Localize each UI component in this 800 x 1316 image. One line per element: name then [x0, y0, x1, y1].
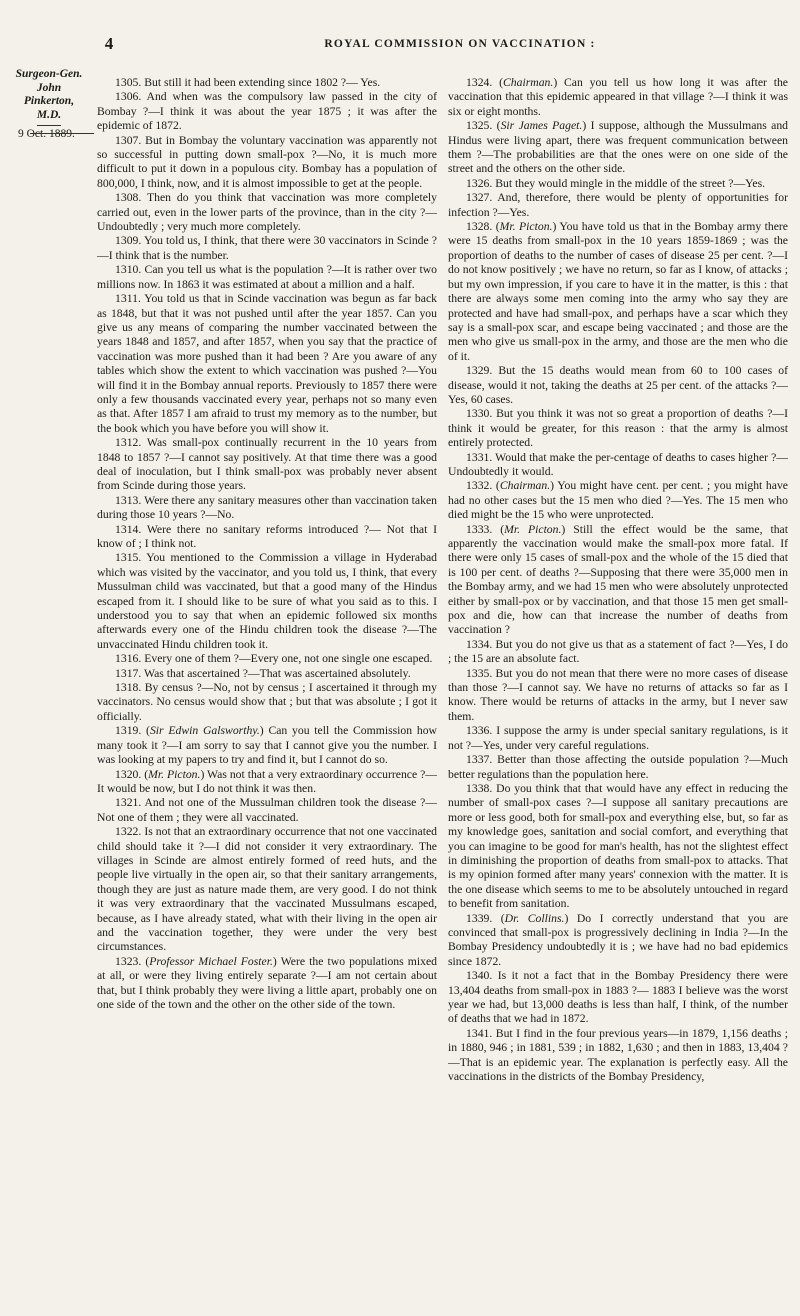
paragraph-text: 1312. Was small-pox continually recurrent in the 10 years from 1848 to 1857 ?—I cannot say positively. At that time there was a good deal of inoculation, but I think small-pox was probably never absent from Scinde during those years.: [97, 436, 437, 493]
paragraph-text: ) Can you tell us how long it was after the vaccination that this epidemic appeared in that village ?—I think it was six or eight months.: [448, 76, 788, 118]
evidence-paragraph: [97, 523, 437, 552]
evidence-paragraph: [97, 667, 437, 681]
paragraph-text: 1316. Every one of them ?—Every one, not one single one escaped.: [115, 652, 433, 666]
paragraph-text: ) Do I correctly understand that you are convinced that small-pox is progressively declining in India ?—In the Bombay Presidency undoubtedly it is ; we have had no bad epidemics since 1872.: [448, 911, 788, 968]
margin-dash: [30, 133, 94, 134]
paragraph-text: 1307. But in Bombay the voluntary vaccination was apparently not so successful in putting down small-pox ?—No, it is much more difficult to put it down in a populous city. Bombay has a population of 800,000, I think, now, and it is almost impossible to get at the people.: [97, 133, 437, 190]
speaker-name: Sir Edwin Galsworthy.: [149, 724, 260, 738]
evidence-paragraph: [97, 652, 437, 666]
paragraph-text: 1337. Better than those affecting the outside population ?—Much better regulations than the population here.: [448, 753, 788, 781]
evidence-paragraph: [97, 796, 437, 825]
evidence-paragraph: [97, 681, 437, 724]
evidence-paragraph: [448, 407, 788, 450]
evidence-paragraph: [448, 969, 788, 1027]
evidence-paragraph: [448, 667, 788, 725]
question-number: 1319. (: [115, 724, 150, 738]
speaker-name: Mr. Picton.: [148, 767, 201, 781]
evidence-paragraph: [97, 263, 437, 292]
paragraph-text: ) Still the effect would be the same, that apparently the vaccination would make the small-pox more fatal. If there were only 15 cases of small-pox and the whole of the 15 died that is 100 per cent. of deaths ?—Supposing that there were 35,000 men in the Bombay army, and we had 15 men who were absolutely unprotected either by small-pox or by vaccination, and that those 15 men get small-pox and die, how can that increase the number of deaths from vaccination ?: [448, 522, 788, 637]
evidence-paragraph: [97, 436, 437, 494]
paragraph-text: 1334. But you do not give us that as a statement of fact ?—Yes, I do ; the 15 are an absolute fact.: [448, 637, 788, 666]
paragraph-text: 1315. You mentioned to the Commission a village in Hyderabad which was visited by the vaccinator, and you told us, I think, that every Mussulman child was vaccinated, but that a good many of the Hindus escaped from it. I should like to be sure of what you said as to this. I understood you to say that when an epidemic followed six months afterwards every one of the Hindu children took the disease ?—The unvaccinated Hindu children took it.: [97, 551, 437, 651]
question-number: 1339. (: [466, 911, 505, 925]
evidence-paragraph: [97, 234, 437, 263]
evidence-paragraph: [97, 724, 437, 767]
paragraph-text: 1331. Would that make the per-centage of deaths to cases higher ?—Undoubtedly it would.: [448, 450, 788, 478]
question-number: 1328. (: [466, 220, 500, 234]
paragraph-text: 1308. Then do you think that vaccination was more completely carried out, even in the lower parts of the province, than in the city ?—Undoubtedly ; very much more completely.: [97, 191, 437, 234]
page-header: [0, 20, 800, 60]
paragraph-text: 1305. But still it had been extending since 1802 ?— Yes.: [115, 76, 381, 89]
evidence-paragraph: [97, 191, 437, 234]
paragraph-text: 1330. But you think it was not so great a proportion of deaths ?—I think it would be greater, for this reason : that the army is almost entirely protected.: [448, 407, 788, 450]
right-column: [448, 76, 788, 1084]
paragraph-text: 1322. Is not that an extraordinary occurrence that not one vaccinated child should take it ?—I did not consider it very extraordinary. The villages in Scinde are almost entirely formed of reed huts, and the people live virtually in the open air, so that their sanitary arrangements, though they are just as nature made them, are very good. I do not think it was very extraordinary that the vaccinated Mussulmans escaped, because, as I have already stated, what with their living in the open air and the vaccination together, they were under the very best circumstances.: [97, 825, 437, 954]
evidence-paragraph: [448, 119, 788, 177]
paragraph-text: 1336. I suppose the army is under special sanitary regulations, is it not ?—Yes, under very careful regulations.: [448, 724, 788, 752]
evidence-paragraph: [97, 955, 437, 1013]
paragraph-text: 1310. Can you tell us what is the population ?—It is rather over two millions now. In 1863 it was estimated at about a million and a half.: [97, 263, 437, 291]
paragraph-text: ) You have told us that in the Bombay army there were 15 deaths from small-pox in the 10 years 1859-1869 ; was the proportion of deaths to the number of cases of disease 25 per cent. ?—I do not know positively ; we have no return, so far as I know, of attacks ; but my own impression, if you care to have it in the matter, is this : that there are always some men coming into the army who say they are protected and have had small-pox, and perhaps have a scar which they say is a small-pox scar, and escape being vaccinated ; and those are the men who give us small-pox in the army, and those are the men who die of it.: [448, 220, 788, 363]
paragraph-text: 1311. You told us that in Scinde vaccination was begun as far back as 1848, but that it was not pushed until after the year 1857. Can you give us any means of comparing the number vaccinated between the years 1848 and 1857, and after 1857, when you say that the practice of vaccination was more pushed than it had been ? Are you aware of any tables which show the extent to which vaccination was pushed ?—You will find it in the Bombay annual reports. Previously to 1857 there were only a few thousands vaccinated every year, perhaps not so many even as that. After 1857 I am afraid to trust my memory as to the number, but the book which you have before you will show it.: [97, 292, 437, 435]
paragraph-text: 1338. Do you think that that would have any effect in reducing the number of small-pox cases ?—I suppose all sanitary precautions are more or less good, both for small-pox and everything else, but, so far as my knowledge goes, sanitation and social comfort, and everything that you can imagine to be good for man's health, has not the slightest effect in diminishing the proportion of deaths from small-pox to attacks. That is my opinion formed after many years' connexion with the matter. It is the one disease which seems to me to be absolutely untouched in regard to benefit from sanitation.: [448, 781, 788, 911]
paragraph-text: 1306. And when was the compulsory law passed in the city of Bombay ?—I think it was about the year 1875 ; it was after the epidemic of 1872.: [97, 90, 437, 133]
speaker-name: Dr. Collins.: [504, 911, 565, 925]
evidence-paragraph: [448, 782, 788, 912]
paragraph-text: 1309. You told us, I think, that there were 30 vaccinators in Scinde ?—I think that is the number.: [97, 234, 437, 262]
margin-note: [10, 68, 88, 142]
evidence-paragraph: [448, 451, 788, 480]
paragraph-text: 1313. Were there any sanitary measures other than vaccination taken during those 10 years ?—No.: [97, 493, 437, 522]
evidence-paragraph: [448, 753, 788, 782]
evidence-paragraph: [448, 912, 788, 970]
evidence-paragraph: [97, 90, 437, 133]
evidence-date: 9 Oct. 1889.: [18, 128, 75, 140]
evidence-paragraph: [97, 76, 437, 90]
evidence-paragraph: [448, 177, 788, 191]
running-head: ROYAL COMMISSION ON VACCINATION :: [324, 38, 596, 50]
paragraph-text: ) Were the two populations mixed at all, or were they living entirely separate ?—I am not certain about that, but I think probably they were living a little apart, probably one on one side of the town and the other on the other side of the town.: [97, 954, 437, 1011]
question-number: 1324. (: [466, 76, 503, 89]
evidence-paragraph: [448, 191, 788, 220]
paragraph-text: 1318. By census ?—No, not by census ; I ascertained it through my vaccinators. No census would show that ; but that was absolute ; I got it officially.: [97, 681, 437, 723]
question-number: 1323. (: [115, 954, 150, 968]
speaker-name: Mr. Picton.: [504, 522, 562, 536]
speaker-name: Chairman.: [502, 76, 554, 89]
evidence-paragraph: [97, 134, 437, 192]
question-number: 1333. (: [466, 522, 505, 536]
evidence-paragraph: [97, 292, 437, 436]
question-number: 1320. (: [115, 767, 149, 781]
evidence-paragraph: [97, 768, 437, 797]
evidence-paragraph: [448, 638, 788, 667]
speaker-name: Professor Michael Foster.: [149, 954, 273, 968]
speaker-name: Sir James Paget.: [500, 119, 583, 133]
witness-surname: Pinkerton,: [23, 95, 75, 107]
paragraph-text: 1341. But I find in the four previous years—in 1879, 1,156 deaths ; in 1880, 946 ; in 1881, 539 ; in 1882, 1,630 ; and then in 1883, 13,404 ?—That is an epidemic year. The explanation is perfectly easy. All the vaccinations in the districts of the Bombay Presidency,: [448, 1026, 788, 1084]
evidence-paragraph: [97, 494, 437, 523]
paragraph-text: ) I suppose, although the Mussulmans and Hindus were living apart, there was frequent communication between them ?—The probabilities are that the ones were on one side of the street and the others on the other side.: [448, 119, 789, 176]
speaker-name: Mr. Picton.: [499, 220, 553, 234]
evidence-paragraph: [448, 364, 788, 407]
evidence-paragraph: [448, 76, 788, 119]
left-column: [97, 76, 437, 1012]
paragraph-text: ) You might have cent. per cent. ; you might have had no other cases but the 15 men who died ?—Yes. The 15 men who died might be the 15 who were unprotected.: [448, 479, 788, 522]
evidence-paragraph: [448, 479, 788, 522]
evidence-paragraph: [97, 551, 437, 652]
paragraph-text: 1314. Were there no sanitary reforms introduced ?— Not that I know of ; I think not.: [97, 522, 437, 550]
paragraph-text: 1329. But the 15 deaths would mean from 60 to 100 cases of disease, would it not, taking the deaths at 25 per cent. of the attacks ?—Yes, 60 cases.: [448, 364, 788, 406]
witness-degree: M.D.: [36, 108, 62, 121]
evidence-paragraph: [448, 724, 788, 753]
witness-title: Surgeon-Gen.: [15, 68, 83, 80]
paragraph-text: 1327. And, therefore, there would be plenty of opportunities for infection ?—Yes.: [448, 191, 788, 219]
evidence-paragraph: [448, 523, 788, 638]
paragraph-text: 1321. And not one of the Mussulman children took the disease ?—Not one of them ; they were all vaccinated.: [97, 796, 437, 824]
paragraph-text: 1317. Was that ascertained ?—That was ascertained absolutely.: [115, 666, 411, 680]
evidence-paragraph: [448, 220, 788, 364]
witness-forename: John: [36, 81, 62, 94]
question-number: 1325. (: [466, 119, 501, 133]
speaker-name: Chairman.: [499, 479, 551, 493]
question-number: 1332. (: [466, 479, 500, 493]
evidence-paragraph: [97, 825, 437, 955]
paragraph-text: 1335. But you do not mean that there were no more cases of disease than those ?—I cannot say. We have no returns of attacks so far as I know. There would be returns of attacks in the army, but I never saw them.: [448, 666, 788, 723]
margin-rule: [37, 125, 61, 126]
paragraph-text: 1326. But they would mingle in the middle of the street ?—Yes.: [466, 176, 766, 190]
page-number: 4: [104, 34, 114, 53]
paragraph-text: 1340. Is it not a fact that in the Bombay Presidency there were 13,404 deaths from small-pox in 1883 ?— 1883 I believe was the worst year we had, but 13,000 deaths is less than half, I think, of the number of deaths that we had in 1872.: [448, 969, 788, 1026]
paragraph-text: ) Was not that a very extraordinary occurrence ?—It would be now, but I do not think it was then.: [97, 767, 437, 795]
paragraph-text: ) Can you tell the Commission how many took it ?—I am sorry to say that I cannot give you the number. I was looking at my papers to try and find it, but I cannot do so.: [97, 724, 437, 767]
evidence-paragraph: [448, 1027, 788, 1085]
